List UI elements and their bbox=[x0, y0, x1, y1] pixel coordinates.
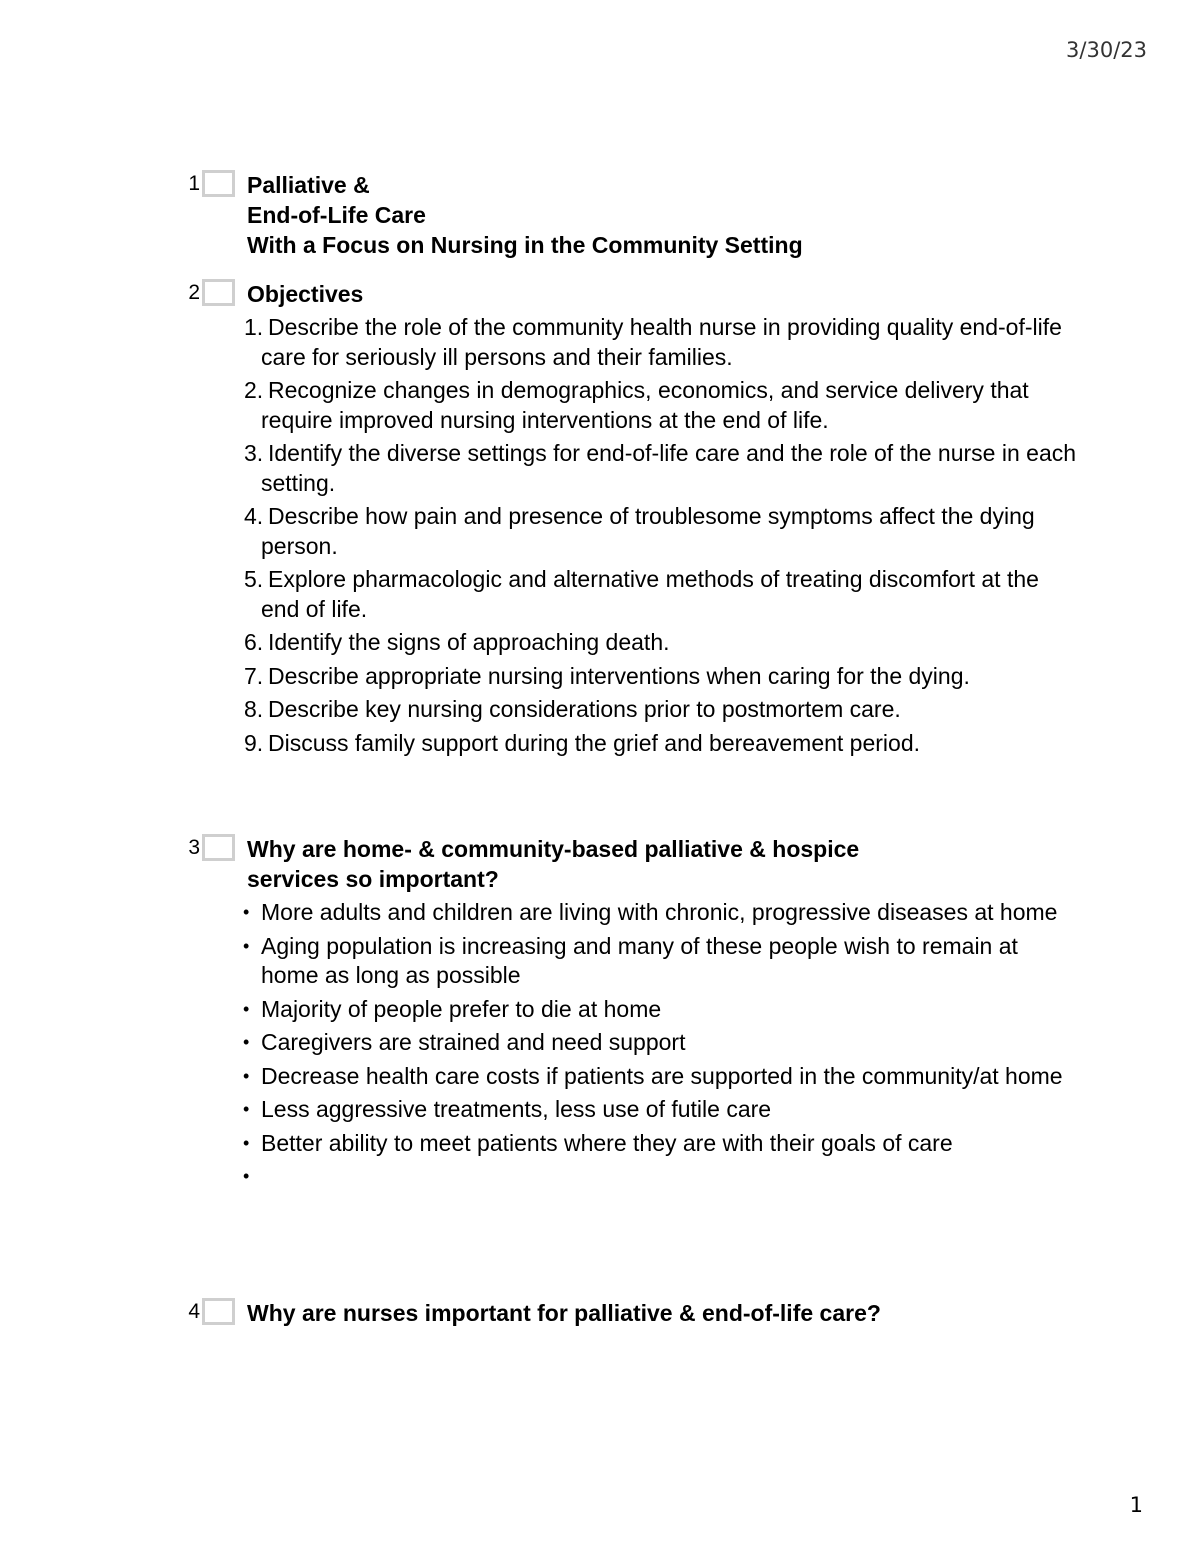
bullet-list bbox=[243, 898, 1078, 1192]
print-date: 3/30/23 bbox=[1066, 38, 1147, 62]
bullet-icon: • bbox=[243, 902, 250, 922]
bullet-icon: • bbox=[243, 1132, 250, 1153]
list-item bbox=[244, 695, 1078, 725]
list-item bbox=[243, 932, 1078, 991]
slide-title-line: With a Focus on Nursing in the Community Setting bbox=[247, 232, 803, 258]
list-item bbox=[243, 995, 1078, 1025]
slide-title: Why are nurses important for palliative & end-of-life care? bbox=[247, 1300, 881, 1326]
list-number: 5. bbox=[244, 566, 264, 592]
list-item bbox=[244, 313, 1078, 372]
list-text: More adults and children are living with chronic, progressive diseases at home bbox=[261, 899, 1058, 925]
list-number: 3. bbox=[244, 440, 264, 466]
slide-content bbox=[247, 1298, 1078, 1328]
slide-number: 3 bbox=[188, 836, 200, 859]
slide-thumbnail-checkbox[interactable] bbox=[202, 279, 235, 306]
list-number: 8. bbox=[244, 696, 264, 722]
slide-thumbnail-checkbox[interactable] bbox=[202, 1298, 235, 1325]
slide-title-line: services so important? bbox=[247, 866, 499, 892]
list-number: 6. bbox=[244, 629, 264, 655]
slide-content bbox=[244, 279, 1078, 758]
slide-title-line: End-of-Life Care bbox=[247, 202, 426, 228]
slide-title-line: Palliative & bbox=[247, 172, 370, 198]
list-item bbox=[244, 628, 1078, 658]
slide-content bbox=[243, 834, 1078, 1192]
list-text: Explore pharmacologic and alternative methods of treating discomfort at the end of life. bbox=[261, 566, 1039, 622]
list-item bbox=[244, 565, 1078, 624]
bullet-icon: • bbox=[243, 935, 250, 956]
bullet-icon: • bbox=[243, 998, 250, 1019]
slide-number: 1 bbox=[188, 172, 200, 195]
slide-thumbnail-checkbox[interactable] bbox=[202, 834, 235, 861]
list-item bbox=[243, 1028, 1078, 1058]
slide-number: 2 bbox=[188, 281, 200, 304]
list-item bbox=[244, 502, 1078, 561]
bullet-icon: • bbox=[243, 1065, 250, 1086]
list-item bbox=[243, 1062, 1078, 1092]
list-number: 7. bbox=[244, 662, 264, 689]
list-text: Better ability to meet patients where they are with their goals of care bbox=[261, 1129, 953, 1156]
slide-title-line: Why are home- & community-based palliative & hospice bbox=[247, 836, 860, 862]
list-text: Decrease health care costs if patients are supported in the community/at home bbox=[261, 1062, 1063, 1089]
list-text: Identify the diverse settings for end-of-life care and the role of the nurse in each setting. bbox=[261, 440, 1077, 496]
list-item bbox=[244, 729, 1078, 759]
list-number: 1. bbox=[244, 314, 264, 340]
list-text: Caregivers are strained and need support bbox=[261, 1029, 686, 1055]
list-item bbox=[243, 1129, 1078, 1159]
list-text: Discuss family support during the grief and bereavement period. bbox=[268, 729, 921, 756]
list-text: Less aggressive treatments, less use of futile care bbox=[261, 1096, 772, 1122]
objectives-list bbox=[244, 313, 1078, 758]
list-text: Majority of people prefer to die at home bbox=[261, 995, 662, 1022]
list-item bbox=[244, 662, 1078, 692]
list-text: Describe how pain and presence of troublesome symptoms affect the dying person. bbox=[261, 503, 1035, 559]
list-text: Identify the signs of approaching death. bbox=[268, 629, 670, 655]
list-number: 4. bbox=[244, 503, 264, 529]
slide-thumbnail-checkbox[interactable] bbox=[202, 170, 235, 197]
list-number: 2. bbox=[244, 377, 264, 403]
slide-title: Objectives bbox=[247, 281, 364, 307]
slide-2 bbox=[178, 279, 1078, 758]
list-item bbox=[243, 898, 1078, 928]
list-number: 9. bbox=[244, 729, 264, 756]
list-item bbox=[244, 439, 1078, 498]
list-item bbox=[243, 1162, 1078, 1192]
list-item bbox=[244, 376, 1078, 435]
slide-content bbox=[247, 170, 1078, 260]
bullet-icon: • bbox=[243, 1099, 250, 1119]
page-number: 1 bbox=[1129, 1493, 1143, 1517]
slide-4 bbox=[178, 1298, 1078, 1328]
list-text: Describe the role of the community health nurse in providing quality end-of-life care for seriously ill persons and their families. bbox=[261, 314, 1062, 370]
slide-3 bbox=[178, 834, 1078, 1192]
list-text: Recognize changes in demographics, economics, and service delivery that require improved nursing interventions at the end of life. bbox=[261, 377, 1029, 433]
list-text: Describe key nursing considerations prior to postmortem care. bbox=[268, 696, 901, 722]
list-text: Aging population is increasing and many of these people wish to remain at home as long as possible bbox=[261, 932, 1018, 988]
bullet-icon: • bbox=[243, 1166, 250, 1186]
bullet-icon: • bbox=[243, 1032, 250, 1052]
slide-1 bbox=[178, 170, 1078, 260]
slide-number: 4 bbox=[188, 1300, 200, 1323]
list-text: Describe appropriate nursing interventions when caring for the dying. bbox=[268, 662, 970, 689]
list-item bbox=[243, 1095, 1078, 1125]
